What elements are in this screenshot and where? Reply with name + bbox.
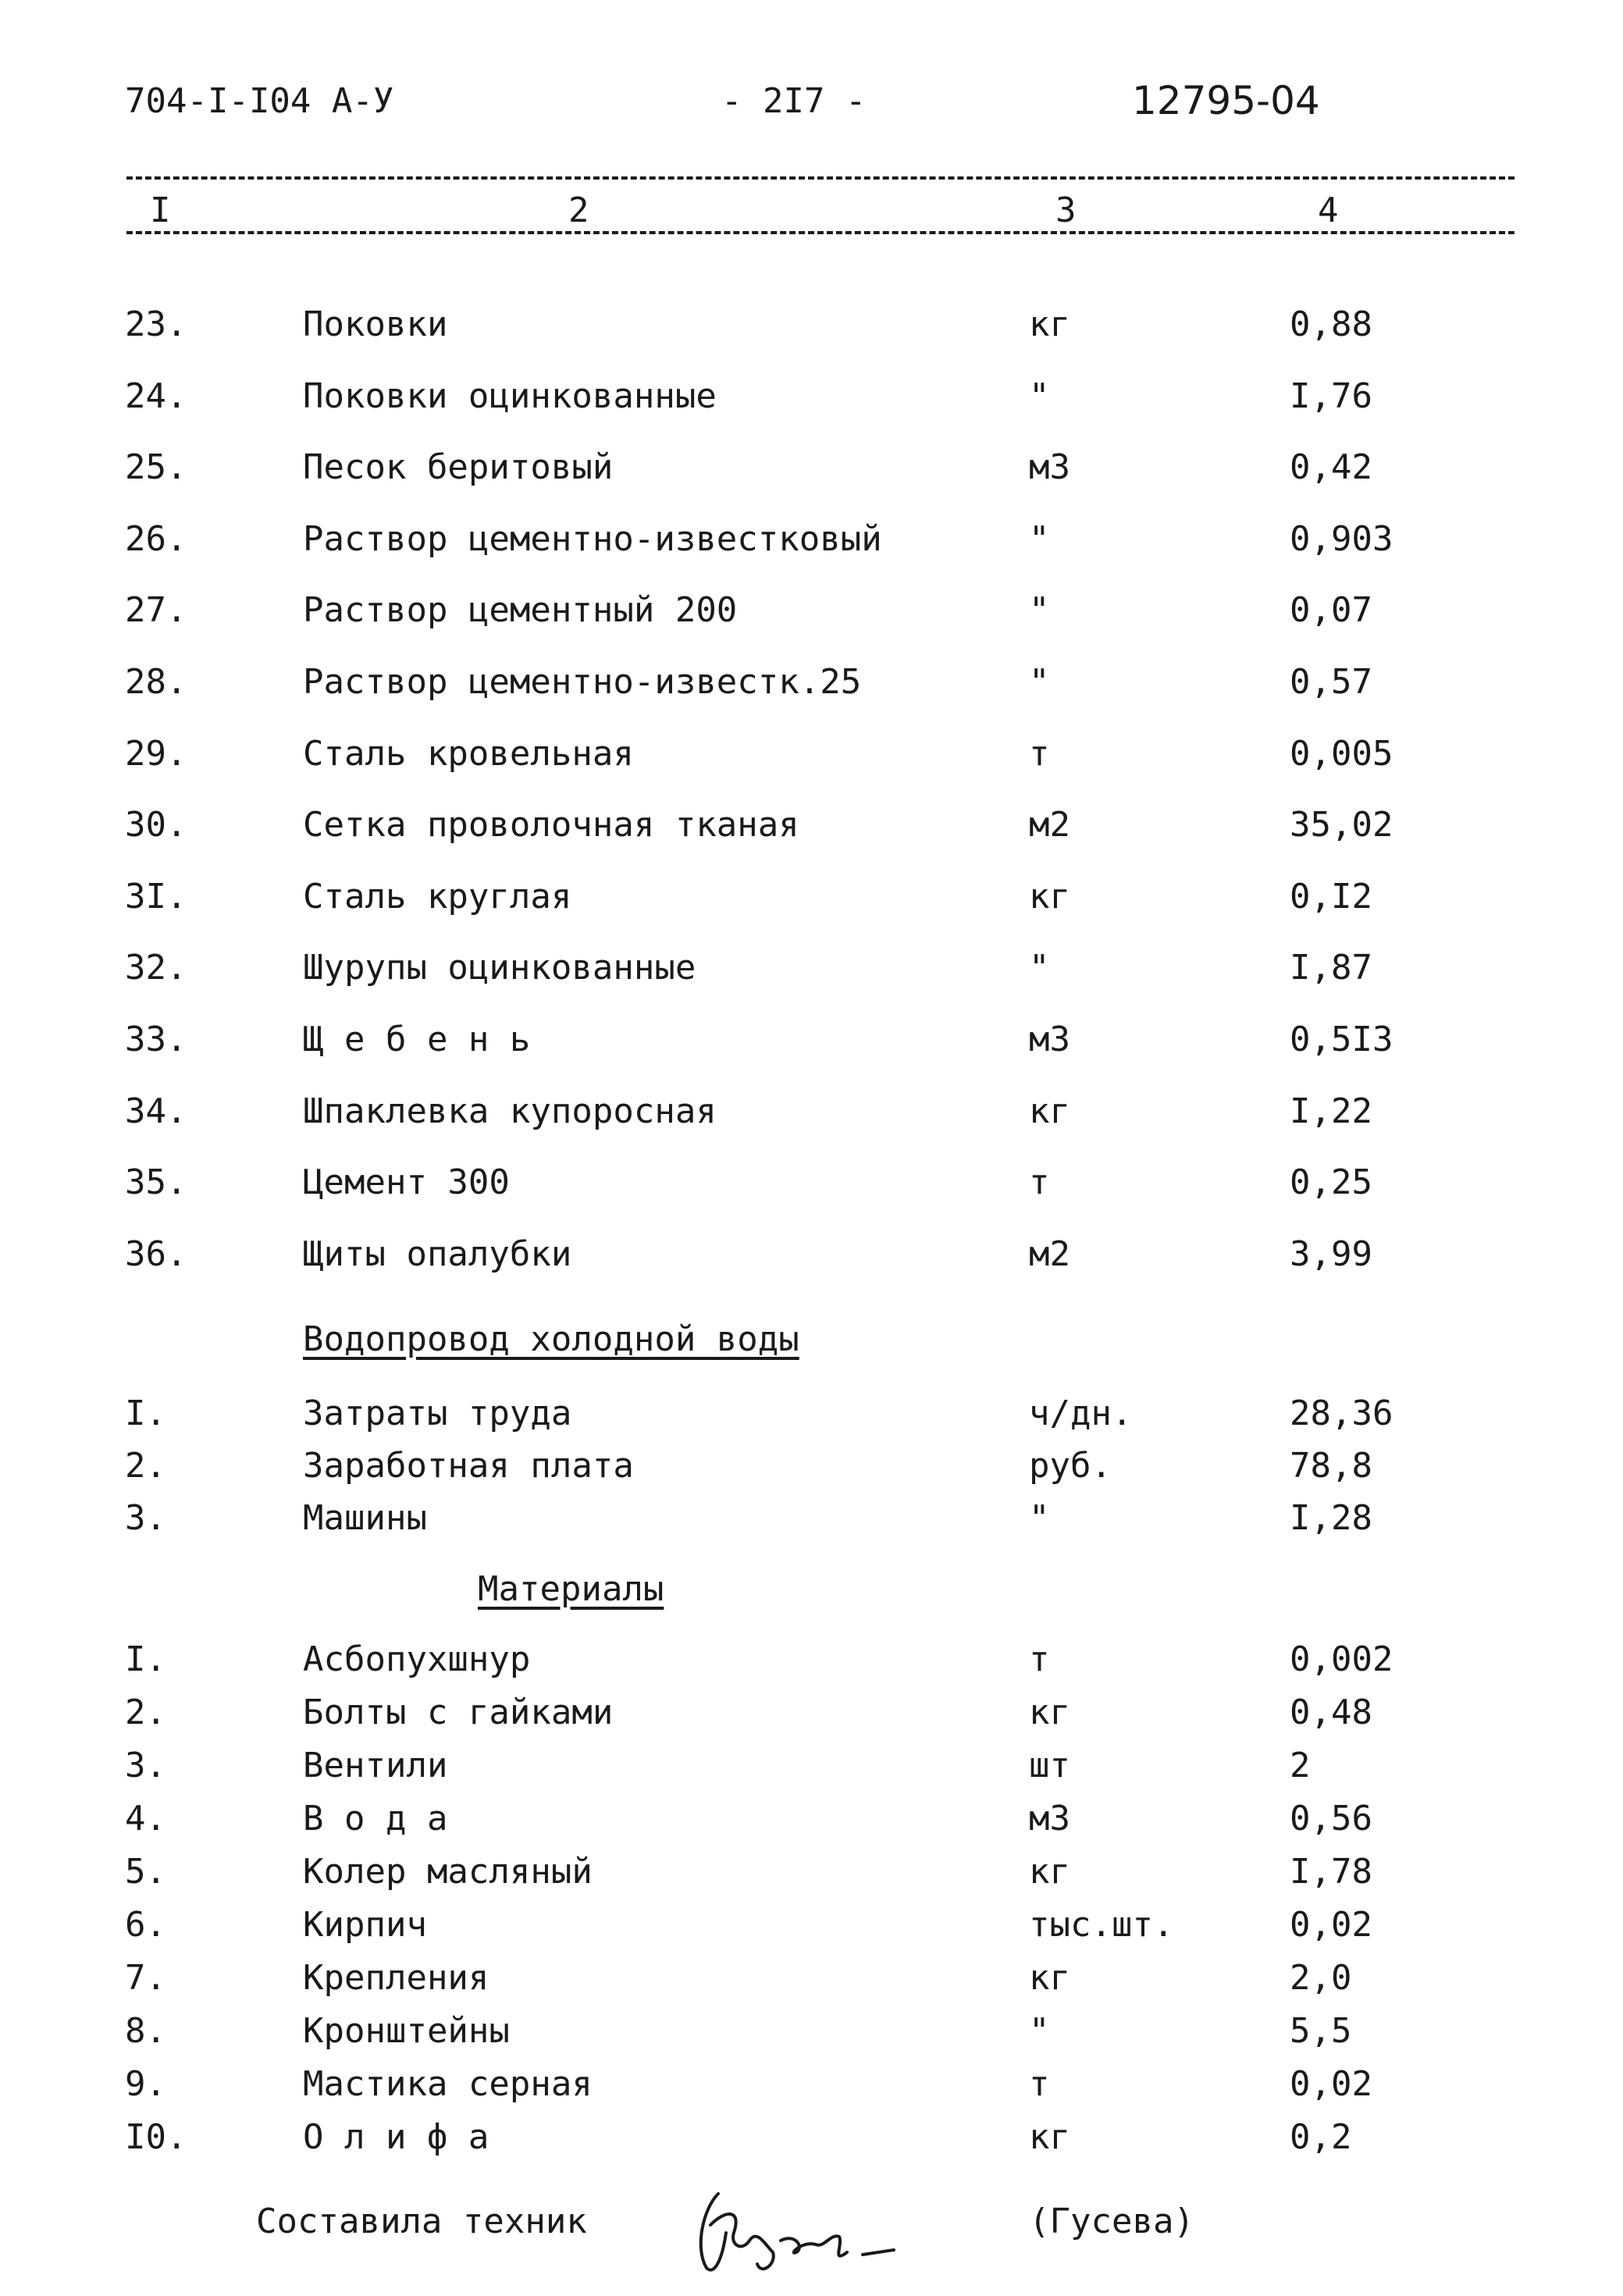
row-number: I0. bbox=[125, 2117, 187, 2157]
item-name: Цемент 300 bbox=[303, 1162, 510, 1203]
compiler-name: (Гусева) bbox=[1029, 2202, 1194, 2241]
item-name: Щиты опалубки bbox=[303, 1233, 572, 1274]
table-row bbox=[0, 590, 1623, 645]
item-quantity: I,28 bbox=[1290, 1498, 1372, 1538]
item-unit: кг bbox=[1029, 1852, 1070, 1892]
item-name: Вентили bbox=[303, 1746, 448, 1785]
item-name: Заработная плата bbox=[303, 1446, 634, 1486]
item-name: Болты с гайками bbox=[303, 1693, 614, 1732]
item-name: Асбопухшнур bbox=[303, 1639, 531, 1679]
item-quantity: 35,02 bbox=[1290, 805, 1393, 845]
item-quantity: 0,5I3 bbox=[1290, 1020, 1393, 1059]
dashed-rule-bottom bbox=[126, 231, 1514, 234]
item-unit: кг bbox=[1029, 876, 1070, 917]
item-name: О л и ф а bbox=[303, 2117, 489, 2157]
row-number: 2. bbox=[125, 1693, 166, 1732]
row-number: 33. bbox=[125, 1020, 187, 1059]
item-unit: " bbox=[1029, 2011, 1050, 2051]
row-number: 3. bbox=[125, 1498, 166, 1538]
item-unit: т bbox=[1029, 733, 1050, 774]
item-quantity: 78,8 bbox=[1290, 1446, 1372, 1486]
item-name: Мастика серная bbox=[303, 2064, 593, 2104]
item-name: Поковки bbox=[303, 304, 448, 344]
row-number: 35. bbox=[125, 1162, 187, 1203]
table-row bbox=[0, 1693, 1623, 1747]
section-title-materials: Материалы bbox=[478, 1569, 664, 1609]
table-row bbox=[0, 1162, 1623, 1217]
table-row bbox=[0, 519, 1623, 574]
item-quantity: 2 bbox=[1290, 1746, 1311, 1785]
item-quantity: I,78 bbox=[1290, 1852, 1372, 1892]
item-unit: м2 bbox=[1029, 805, 1070, 845]
item-unit: кг bbox=[1029, 1693, 1070, 1732]
column-number-4: 4 bbox=[1318, 190, 1339, 230]
item-unit: руб. bbox=[1029, 1446, 1112, 1486]
item-name: Шпаклевка купоросная bbox=[303, 1091, 717, 1131]
table-row bbox=[0, 1446, 1623, 1500]
row-number: 36. bbox=[125, 1233, 187, 1274]
item-name: Раствор цементно-известковый bbox=[303, 518, 882, 559]
table-row bbox=[0, 948, 1623, 1002]
row-number: 34. bbox=[125, 1091, 187, 1131]
row-number: 29. bbox=[125, 733, 187, 774]
table-row bbox=[0, 1394, 1623, 1448]
item-unit: ч/дн. bbox=[1029, 1394, 1133, 1433]
item-name: Раствор цементный 200 bbox=[303, 590, 738, 631]
item-name: Сталь круглая bbox=[303, 876, 572, 917]
item-unit: " bbox=[1029, 590, 1050, 631]
table-row bbox=[0, 734, 1623, 788]
row-number: 9. bbox=[125, 2064, 166, 2104]
row-number: I. bbox=[125, 1639, 166, 1679]
item-quantity: 28,36 bbox=[1290, 1394, 1393, 1433]
row-number: 8. bbox=[125, 2011, 166, 2051]
item-unit: кг bbox=[1029, 1091, 1070, 1131]
item-unit: тыс.шт. bbox=[1029, 1905, 1174, 1945]
item-name: Машины bbox=[303, 1498, 427, 1538]
item-name: Песок беритовый bbox=[303, 447, 614, 488]
item-unit: шт bbox=[1029, 1746, 1070, 1785]
row-number: 3I. bbox=[125, 876, 187, 917]
table-row bbox=[0, 376, 1623, 431]
table-row bbox=[0, 1958, 1623, 2013]
row-number: 25. bbox=[125, 447, 187, 488]
row-number: 27. bbox=[125, 590, 187, 631]
table-row bbox=[0, 1852, 1623, 1906]
table-row bbox=[0, 805, 1623, 860]
row-number: 32. bbox=[125, 948, 187, 988]
table-row bbox=[0, 304, 1623, 359]
item-name: Сталь кровельная bbox=[303, 733, 634, 774]
item-quantity: 0,002 bbox=[1290, 1639, 1393, 1679]
row-number: 3. bbox=[125, 1746, 166, 1785]
item-quantity: 0,07 bbox=[1290, 590, 1372, 631]
item-unit: м3 bbox=[1029, 447, 1070, 488]
item-unit: м3 bbox=[1029, 1020, 1070, 1059]
item-quantity: 0,I2 bbox=[1290, 876, 1372, 917]
item-unit: " bbox=[1029, 376, 1050, 416]
item-unit: м2 bbox=[1029, 1233, 1070, 1274]
item-quantity: 3,99 bbox=[1290, 1233, 1372, 1274]
row-number: 30. bbox=[125, 805, 187, 845]
item-quantity: 5,5 bbox=[1290, 2011, 1352, 2051]
item-unit: м3 bbox=[1029, 1799, 1070, 1839]
item-quantity: 0,25 bbox=[1290, 1162, 1372, 1203]
item-quantity: 0,56 bbox=[1290, 1799, 1372, 1839]
item-quantity: 0,005 bbox=[1290, 733, 1393, 774]
item-name: Колер масляный bbox=[303, 1852, 593, 1892]
table-row bbox=[0, 1498, 1623, 1553]
item-quantity: 2,0 bbox=[1290, 1958, 1352, 1998]
item-unit: " bbox=[1029, 662, 1050, 702]
item-quantity: 0,48 bbox=[1290, 1693, 1372, 1732]
item-unit: кг bbox=[1029, 1958, 1070, 1998]
table-row bbox=[0, 1905, 1623, 1960]
row-number: 7. bbox=[125, 1958, 166, 1998]
row-number: 28. bbox=[125, 662, 187, 702]
compiled-by-label: Составила техник bbox=[256, 2202, 587, 2241]
item-quantity: I,76 bbox=[1290, 376, 1372, 416]
table-row bbox=[0, 1746, 1623, 1800]
item-quantity: 0,02 bbox=[1290, 2064, 1372, 2104]
table-row bbox=[0, 2011, 1623, 2066]
row-number: 4. bbox=[125, 1799, 166, 1839]
table-row bbox=[0, 447, 1623, 502]
item-name: Кронштейны bbox=[303, 2011, 510, 2051]
table-row bbox=[0, 2064, 1623, 2119]
archive-number: 12795-04 bbox=[1132, 78, 1320, 123]
table-row bbox=[0, 1020, 1623, 1074]
item-quantity: 0,42 bbox=[1290, 447, 1372, 488]
column-number-1: I bbox=[150, 190, 171, 230]
item-quantity: 0,903 bbox=[1290, 518, 1393, 559]
document-code: 704-I-I04 А-У bbox=[125, 81, 394, 121]
item-name: Затраты труда bbox=[303, 1394, 572, 1433]
item-unit: т bbox=[1029, 2064, 1050, 2104]
item-name: Шурупы оцинкованные bbox=[303, 948, 696, 988]
table-row bbox=[0, 1799, 1623, 1853]
row-number: 5. bbox=[125, 1852, 166, 1892]
item-quantity: 0,2 bbox=[1290, 2117, 1352, 2157]
table-row bbox=[0, 1234, 1623, 1289]
item-unit: кг bbox=[1029, 304, 1070, 344]
column-number-2: 2 bbox=[568, 190, 589, 230]
row-number: I. bbox=[125, 1394, 166, 1433]
table-row bbox=[0, 2117, 1623, 2172]
table-row bbox=[0, 877, 1623, 931]
item-unit: кг bbox=[1029, 2117, 1070, 2157]
item-quantity: 0,02 bbox=[1290, 1905, 1372, 1945]
item-name: Сетка проволочная тканая bbox=[303, 805, 799, 845]
column-header-row bbox=[0, 190, 1623, 245]
item-name: Поковки оцинкованные bbox=[303, 376, 717, 416]
section-title-cold-water: Водопровод холодной воды bbox=[303, 1319, 799, 1359]
row-number: 26. bbox=[125, 518, 187, 559]
item-quantity: I,22 bbox=[1290, 1091, 1372, 1131]
item-quantity: I,87 bbox=[1290, 948, 1372, 988]
dashed-rule-top bbox=[126, 176, 1514, 180]
column-number-3: 3 bbox=[1055, 190, 1077, 230]
item-name: Кирпич bbox=[303, 1905, 427, 1945]
row-number: 24. bbox=[125, 376, 187, 416]
item-unit: " bbox=[1029, 518, 1050, 559]
item-unit: т bbox=[1029, 1639, 1050, 1679]
handwritten-signature bbox=[679, 2178, 929, 2280]
item-name: Щ е б е н ь bbox=[303, 1020, 531, 1059]
item-name: Раствор цементно-известк.25 bbox=[303, 662, 862, 702]
item-quantity: 0,57 bbox=[1290, 662, 1372, 702]
table-row bbox=[0, 662, 1623, 717]
item-quantity: 0,88 bbox=[1290, 304, 1372, 344]
row-number: 6. bbox=[125, 1905, 166, 1945]
row-number: 23. bbox=[125, 304, 187, 344]
page-number: - 2I7 - bbox=[721, 81, 867, 121]
item-name: В о д а bbox=[303, 1799, 448, 1839]
item-name: Крепления bbox=[303, 1958, 489, 1998]
item-unit: " bbox=[1029, 948, 1050, 988]
row-number: 2. bbox=[125, 1446, 166, 1486]
table-row bbox=[0, 1639, 1623, 1694]
item-unit: " bbox=[1029, 1498, 1050, 1538]
table-row bbox=[0, 1091, 1623, 1146]
item-unit: т bbox=[1029, 1162, 1050, 1203]
